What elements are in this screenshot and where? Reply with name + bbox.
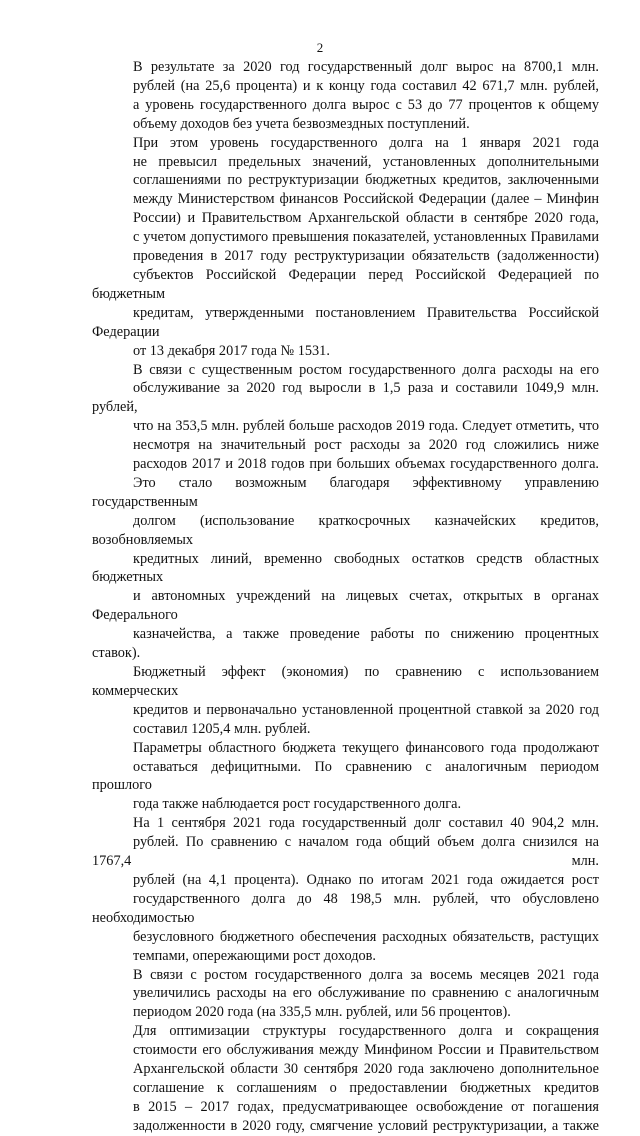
- text-line: составил 1205,4 млн. рублей.: [133, 720, 311, 737]
- text-line: проведения в 2017 году реструктуризации обязательств (задолженности): [133, 248, 599, 265]
- paragraph: [92, 814, 599, 965]
- text-line: рублей (на 4,1 процента). Однако по итогам 2021 года ожидается рост: [133, 871, 599, 888]
- text-line: казначейства, а также проведение работы по снижению процентных ставок).: [92, 626, 599, 662]
- paragraph: [92, 361, 599, 739]
- text-line: задолженности в 2020 году, смягчение условий реструктуризации, а также: [133, 1117, 599, 1134]
- text-line: с учетом допустимого превышения показателей, установленных Правилами: [133, 229, 599, 246]
- text-line: рублей (на 25,6 процента) и к концу года составил 42 671,7 млн. рублей,: [133, 77, 599, 94]
- paragraph: [92, 966, 599, 1023]
- text-line: что на 353,5 млн. рублей больше расходов 2019 года. Следует отметить, что: [133, 418, 599, 435]
- text-line: периодом 2020 года (на 335,5 млн. рублей, или 56 процентов).: [133, 1004, 511, 1021]
- text-line: и автономных учреждений на лицевых счетах, открытых в органах Федерального: [92, 588, 599, 624]
- text-line: в 2015 – 2017 годах, предусматривающее освобождение от погашения: [133, 1098, 599, 1115]
- text-line: обслуживание за 2020 год выросли в 1,5 раза и составили 1049,9 млн. рублей,: [92, 380, 599, 416]
- text-line: безусловного бюджетного обеспечения расходных обязательств, растущих: [133, 928, 599, 945]
- text-line: Параметры областного бюджета текущего финансового года продолжают: [133, 739, 599, 756]
- text-line: оставаться дефицитными. По сравнению с аналогичным периодом прошлого: [92, 758, 599, 794]
- text-line: соглашениями по реструктуризации бюджетных кредитов, заключенными: [133, 172, 599, 189]
- text-line: темпами, опережающими рост доходов.: [133, 947, 376, 964]
- text-line: несмотря на значительный рост расходы за 2020 год сложились ниже: [133, 437, 599, 454]
- text-line: В результате за 2020 год государственный долг вырос на 8700,1 млн.: [133, 59, 599, 75]
- text-line: стоимости его обслуживания между Минфином России и Правительством: [133, 1042, 599, 1059]
- text-line: Это стало возможным благодаря эффективному управлению государственным: [92, 474, 599, 510]
- document-body: [92, 58, 599, 1136]
- paragraph: [92, 1022, 599, 1135]
- text-line: В связи с существенным ростом государственного долга расходы на его: [133, 361, 599, 378]
- text-line: На 1 сентября 2021 года государственный долг составил 40 904,2 млн.: [133, 815, 599, 832]
- text-line: долгом (использование краткосрочных казначейских кредитов, возобновляемых: [92, 512, 599, 548]
- text-line: не превысил предельных значений, установленных дополнительными: [133, 153, 599, 170]
- page-number: 2: [316, 40, 324, 55]
- paragraph: [92, 739, 599, 815]
- paragraph: [92, 58, 599, 134]
- text-line: субъектов Российской Федерации перед Российской Федерацией по бюджетным: [92, 266, 599, 302]
- text-line: России) и Правительством Архангельской области в сентябре 2020 года,: [133, 210, 599, 227]
- text-line: а уровень государственного долга вырос с 53 до 77 процентов к общему: [133, 96, 599, 113]
- text-line: государственного долга до 48 198,5 млн. рублей, что обусловлено необходимостью: [92, 890, 599, 926]
- text-line: Архангельской области 30 сентября 2020 года заключено дополнительное: [133, 1061, 599, 1078]
- text-line: В связи с ростом государственного долга за восемь месяцев 2021 года: [133, 966, 599, 983]
- text-line: объему доходов без учета безвозмездных поступлений.: [133, 115, 470, 132]
- text-line: рублей. По сравнению с началом года общий объем долга снизился на 1767,4 млн.: [92, 834, 599, 870]
- paragraph: [92, 134, 599, 361]
- text-line: соглашение к соглашениям о предоставлении бюджетных кредитов: [133, 1079, 599, 1096]
- text-line: Бюджетный эффект (экономия) по сравнению с использованием коммерческих: [92, 664, 599, 699]
- text-line: расходов 2017 и 2018 годов при больших объемах государственного долга.: [133, 456, 599, 473]
- text-line: кредитам, утвержденными постановлением Правительства Российской Федерации: [92, 304, 599, 340]
- text-line: увеличились расходы на его обслуживание по сравнению с аналогичным: [133, 985, 599, 1002]
- text-line: от 13 декабря 2017 года № 1531.: [133, 342, 330, 359]
- text-line: кредитов и первоначально установленной процентной ставкой за 2020 год: [133, 701, 599, 718]
- text-line: года также наблюдается рост государственного долга.: [133, 796, 462, 813]
- text-line: кредитных линий, временно свободных остатков средств областных бюджетных: [92, 550, 599, 586]
- text-line: Для оптимизации структуры государственного долга и сокращения: [133, 1023, 599, 1040]
- text-line: При этом уровень государственного долга на 1 января 2021 года: [133, 134, 599, 151]
- text-line: между Министерством финансов Российской Федерации (далее – Минфин: [133, 191, 599, 208]
